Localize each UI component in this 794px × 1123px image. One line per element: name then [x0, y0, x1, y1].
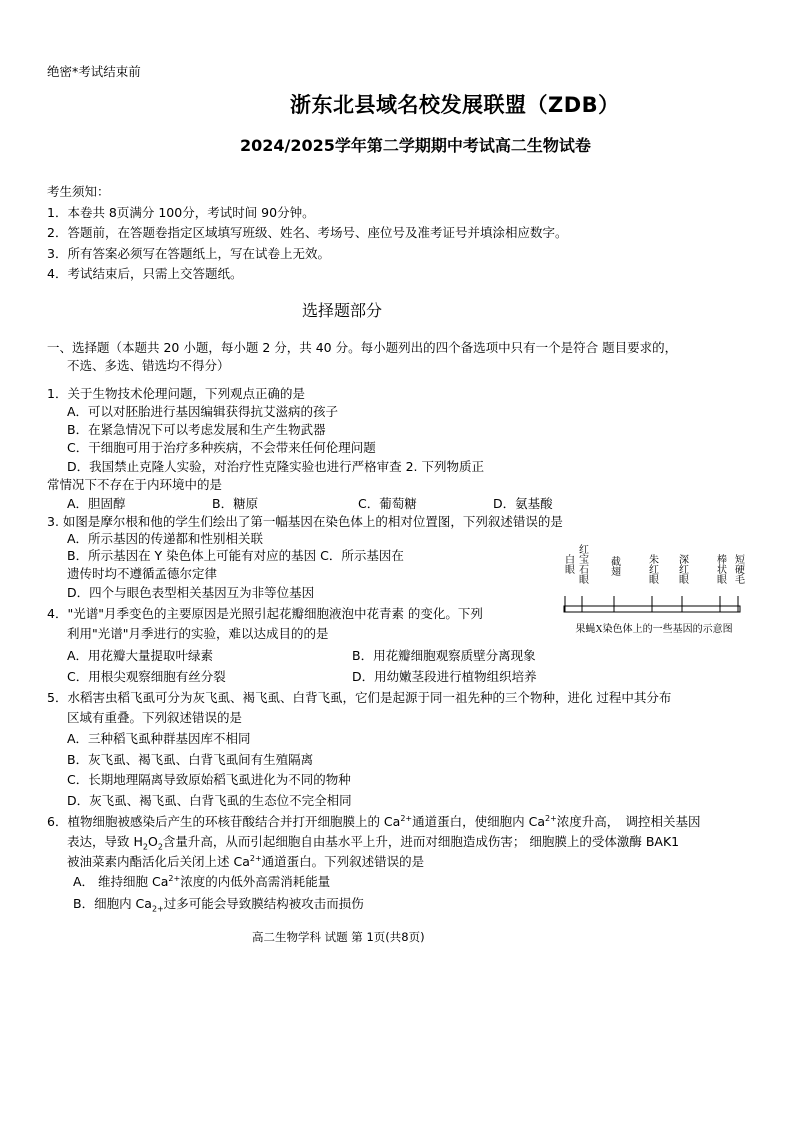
option-c: C．葡萄糖	[358, 496, 417, 511]
option-a: A．所示基因的传递都和性别相关联	[67, 531, 264, 546]
option-c: C．用根尖观察细胞有丝分裂	[67, 669, 226, 684]
option-b: B．糖原	[212, 496, 259, 511]
option-b: B．用花瓣细胞观察质壁分离现象	[352, 648, 536, 663]
diagram-caption: 果蝇X染色体上的一些基因的示意图	[575, 624, 733, 635]
option-a: A．三种稻飞虱种群基因库不相同	[67, 731, 251, 746]
option-b: B．灰飞虱、褐飞虱、白背飞虱间有生殖隔离	[67, 752, 314, 767]
question-stem: 4．"光谱"月季变色的主要原因是光照引起花瓣细胞液泡中花青素 的变化。下列	[47, 606, 483, 621]
gene-label-bristle: 短硬毛	[732, 554, 744, 584]
question-stem: 表达，导致 $H_2O_2$含量升高，从而引起细胞自由基水平上升，进而对细胞造成伤害； 细胞膜上的受体激酶 BAK1	[67, 834, 680, 852]
option-b: B．在紧急情况下可以考虑发展和生产生物武器	[67, 422, 326, 437]
option-b: B．所示基因在 Y 染色体上可能有对应的基因 C．所示基因在	[67, 548, 404, 563]
option-a: A． 维持细胞 $Ca^{2+}$浓度的内低外高需消耗能量	[73, 873, 331, 889]
option-c: C．长期地理隔离导致原始稻飞虱进化为不同的物种	[67, 772, 351, 787]
confidential-label: 绝密*考试结束前	[47, 64, 141, 79]
question-stem: 常情况下不存在于内环境中的是	[47, 477, 223, 492]
option-a: A．胆固醇	[67, 496, 126, 511]
gene-label-bar-eye: 棒状眼	[714, 554, 726, 584]
instructions-line: 不选、多选、错选均不得分）	[67, 358, 230, 373]
gene-label-white-eye: 白眼	[562, 554, 574, 574]
chromosome-svg	[558, 540, 750, 640]
question-stem: 6．植物细胞被感染后产生的环核苷酸结合并打开细胞膜上的 $Ca^{2+}$通道蛋白，使细胞内 $Ca^{2+}$浓度升高， 调控相关基因	[47, 813, 701, 829]
question-stem: 被油菜素内酯活化后关闭上述 $Ca^{2+}$通道蛋白。下列叙述错误的是	[67, 853, 425, 869]
notice-heading: 考生须知：	[47, 184, 110, 199]
option-b: B．细胞内 $Ca_{2+}$过多可能会导致膜结构被攻击而损伤	[73, 896, 364, 914]
gene-label-vermilion-eye: 朱红眼	[646, 554, 658, 584]
question-stem: 利用"光谱"月季进行的实验，难以达成目的的是	[67, 626, 329, 641]
option-d: D．灰飞虱、褐飞虱、白背飞虱的生态位不完全相同	[67, 793, 352, 808]
page-footer: 高二生物学科 试题 第 1页(共8页)	[252, 930, 425, 944]
option-c: 遗传时均不遵循孟德尔定律	[67, 566, 218, 581]
option-d: D．氨基酸	[493, 496, 553, 511]
option-d: D．四个与眼色表型相关基因互为非等位基因	[67, 585, 315, 600]
section-title: 选择题部分	[302, 301, 383, 320]
question-stem: 5．水稻害虫稻飞虱可分为灰飞虱、褐飞虱、白背飞虱，它们是起源于同一祖先种的三个物种，进化 过程中其分布	[47, 690, 672, 705]
question-stem: 3. 如图是摩尔根和他的学生们绘出了第一幅基因在染色体上的相对位置图，下列叙述错误的是	[47, 514, 563, 529]
option-d: D．我国禁止克隆人实验，对治疗性克隆实验也进行严格审查 2. 下列物质正	[67, 459, 484, 474]
question-stem: 1．关于生物技术伦理问题，下列观点正确的是	[47, 386, 305, 401]
notice-item: 1．本卷共 8页满分 100分，考试时间 90分钟。	[47, 205, 315, 220]
notice-item: 3．所有答案必须写在答题纸上，写在试卷上无效。	[47, 246, 330, 261]
notice-item: 4．考试结束后，只需上交答题纸。	[47, 266, 243, 281]
option-a: A．用花瓣大量提取叶绿素	[67, 648, 214, 663]
gene-label-ruby-eye: 红宝石眼	[576, 544, 588, 584]
instructions-line: 一、选择题（本题共 20 小题，每小题 2 分，共 40 分。每小题列出的四个备选项中只有一个是符合 题目要求的，	[47, 340, 678, 355]
exam-subtitle: 2024/2025学年第二学期期中考试高二生物试卷	[240, 136, 591, 155]
gene-label-cut-wing: 截翅	[608, 556, 620, 576]
option-a: A．可以对胚胎进行基因编辑获得抗艾滋病的孩子	[67, 404, 339, 419]
option-d: D．用幼嫩茎段进行植物组织培养	[352, 669, 537, 684]
notice-item: 2．答题前，在答题卷指定区域填写班级、姓名、考场号、座位号及准考证号并填涂相应数字。	[47, 225, 568, 240]
option-c: C．干细胞可用于治疗多种疾病，不会带来任何伦理问题	[67, 440, 376, 455]
question-stem: 区域有重叠。下列叙述错误的是	[67, 710, 243, 725]
exam-title: 浙东北县域名校发展联盟（ZDB）	[290, 93, 620, 117]
chromosome-diagram	[558, 540, 750, 640]
gene-label-garnet-eye: 深红眼	[676, 554, 688, 584]
